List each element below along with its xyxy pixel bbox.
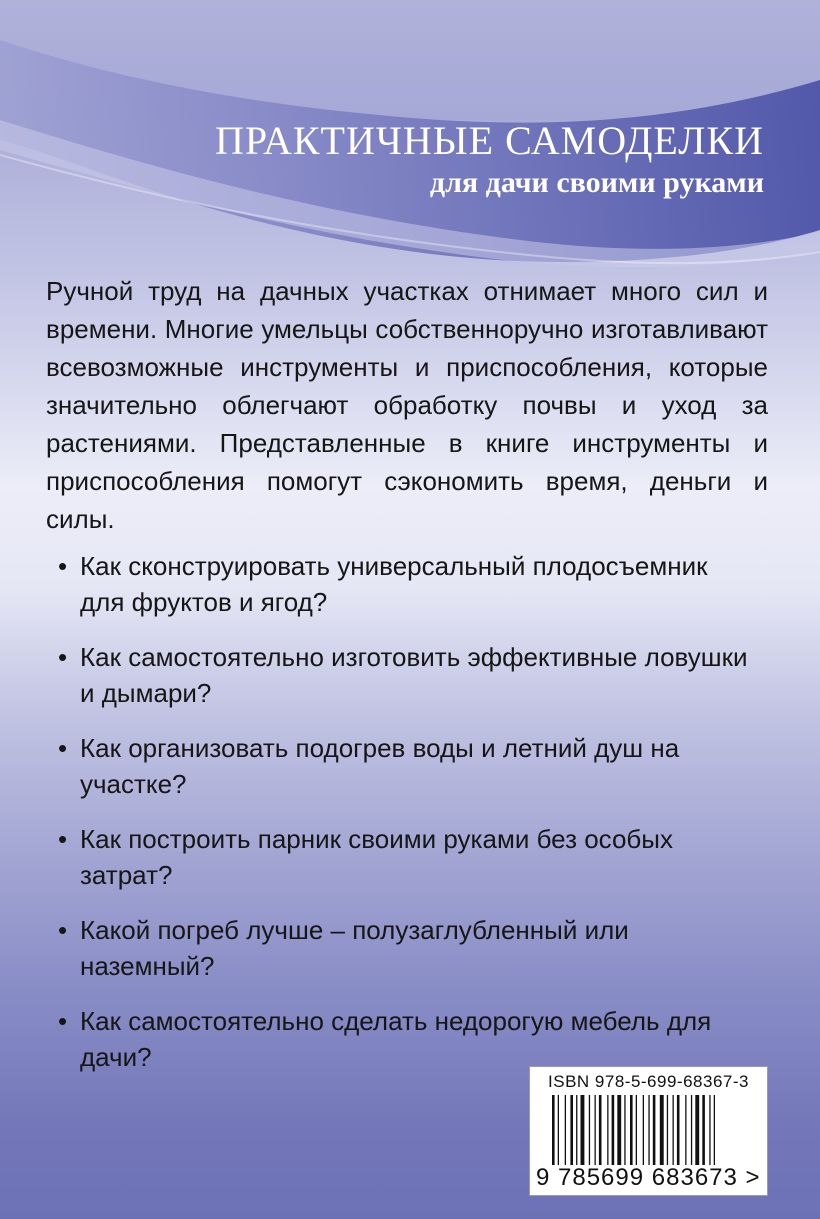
question-list bbox=[58, 548, 748, 1094]
isbn-label: ISBN 978-5-699-68367-3 bbox=[548, 1072, 749, 1091]
list-item bbox=[58, 639, 748, 711]
bullet-icon: • bbox=[58, 1006, 68, 1036]
list-item bbox=[58, 548, 748, 620]
bullet-icon: • bbox=[58, 824, 68, 854]
bullet-icon: • bbox=[58, 915, 68, 945]
barcode-icon bbox=[552, 1095, 742, 1165]
barcode-panel bbox=[529, 1066, 768, 1196]
book-title: ПРАКТИЧНЫЕ САМОДЕЛКИ bbox=[214, 118, 764, 163]
list-item bbox=[58, 1003, 748, 1075]
list-item bbox=[58, 821, 748, 893]
title-block bbox=[215, 118, 764, 200]
bullet-icon: • bbox=[58, 551, 68, 581]
list-item-text: Как организовать подогрев воды и летний душ на участке? bbox=[80, 733, 680, 799]
list-item bbox=[58, 912, 748, 984]
list-item-text: Как сконструировать универсальный плодосъемник для фруктов и ягод? bbox=[80, 551, 708, 617]
list-item bbox=[58, 730, 748, 802]
list-item-text: Какой погреб лучше – полузаглубленный или наземный? bbox=[80, 915, 629, 981]
list-item-text: Как построить парник своими руками без особых затрат? bbox=[80, 824, 673, 890]
bullet-icon: • bbox=[58, 733, 68, 763]
list-item-text: Как самостоятельно изготовить эффективные ловушки и дымари? bbox=[80, 642, 748, 708]
description-paragraph: Ручной труд на дачных участках отнимает много сил и времени. Многие умельцы собственноручно изготавливают всевозможные инструменты и приспособления, которые значительно облегчают обработку почвы и уход за растениями. Представленные в книге инструменты и приспособления помогут сэкономить время, деньги и силы. bbox=[46, 276, 768, 534]
list-item-text: Как самостоятельно сделать недорогую мебель для дачи? bbox=[80, 1006, 712, 1072]
bullet-icon: • bbox=[58, 642, 68, 672]
barcode-digits: 9 785699 683673 > bbox=[536, 1164, 761, 1191]
book-subtitle: для дачи своими руками bbox=[429, 166, 764, 199]
